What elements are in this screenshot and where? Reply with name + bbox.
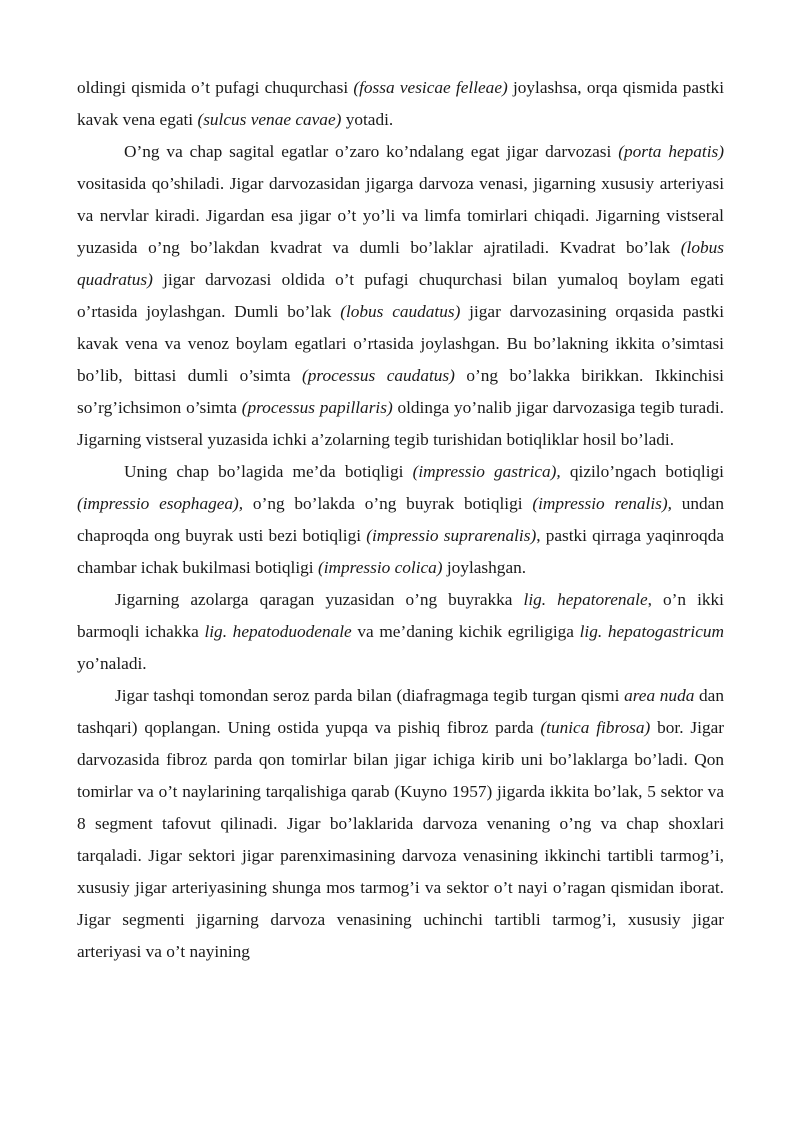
- latin-term: (impressio suprarenalis): [366, 526, 537, 545]
- latin-term: (sulcus venae cavae): [197, 110, 342, 129]
- text-run: Jigar tashqi tomondan seroz parda bilan (diafragmaga tegib turgan qismi: [115, 686, 625, 705]
- text-run: dan tashqari) qoplangan. Uning ostida yupqa va pishiq fibroz parda: [77, 686, 724, 737]
- text-run: yotadi.: [341, 110, 394, 129]
- latin-term: area nuda: [624, 686, 695, 705]
- paragraph: [77, 680, 724, 968]
- text-run: Uning chap bo’lagida me’da botiqligi: [124, 462, 413, 481]
- text-run: joylashgan.: [442, 558, 527, 577]
- text-run: jigar darvozasining orqasida pastki kavak vena va venoz boylam egatlari o’rtasida joylashgan. Bu bo’lakning ikkita o’simtasi bo’lib, bittasi dumli o’simta: [77, 302, 724, 385]
- text-run: oldingi qismida o’t pufagi chuqurchasi: [77, 78, 354, 97]
- text-run: o’ng bo’lakda o’ng buyrak botiqligi: [243, 494, 533, 513]
- latin-term: (porta hepatis): [618, 142, 724, 161]
- text-run: O’ng va chap sagital egatlar o’zaro ko’ndalang egat jigar darvozasi: [124, 142, 619, 161]
- text-run: bor. Jigar darvozasida fibroz parda qon tomirlar bilan jigar ichiga kirib uni bo’laklarga bo’ladi. Qon tomirlar va o’t naylarining tarqalishiga qarab (Kuyno 1957) jigarda ikkita bo’lak, 5 sektor va 8 segment tafovut qilinadi. Jigar bo’laklarida darvoza venaning o’ng va chap shoxlari tarqaladi. Jigar sektori jigar parenximasining darvoza venasining ikkinchi tartibli tarmog’i, xususiy jigar arteriyasining shunga mos tarmog’i va sektor o’t nayi o’ragan qismidan iborat. Jigar segmenti jigarning darvoza venasining uchinchi tartibli tarmog’i, xususiy jigar arteriyasi va o’t nayining: [77, 718, 725, 961]
- latin-term: (impressio esophagea),: [77, 494, 244, 513]
- latin-term: (impressio gastrica),: [412, 462, 561, 481]
- latin-term: lig. hepatoduodenale: [204, 622, 352, 641]
- paragraph: [77, 584, 724, 680]
- document-page: [77, 72, 724, 968]
- latin-term: (impressio renalis),: [532, 494, 672, 513]
- paragraph: [77, 136, 724, 456]
- latin-term: lig. hepatogastricum: [579, 622, 725, 641]
- text-run: oldinga yo’nalib jigar darvozasiga tegib turadi. Jigarning vistseral yuzasida ichki a’zolarning tegib turishidan botiqliklar hosil bo’ladi.: [77, 398, 724, 449]
- text-run: vositasida qo’shiladi. Jigar darvozasidan jigarga darvoza venasi, jigarning xususiy arteriyasi va nervlar kiradi. Jigardan esa jigar o’t yo’li va limfa tomirlari chiqadi. Jigarning vistseral yuzasida o’ng bo’lakdan kvadrat va dumli bo’laklar ajratiladi. Kvadrat bo’lak: [77, 174, 724, 257]
- text-run: jigar darvozasi oldida o’t pufagi chuqurchasi bilan yumaloq boylam egati o’rtasida joylashgan. Dumli bo’lak: [77, 270, 724, 321]
- text-run: undan chaproqda ong buyrak usti bezi botiqligi: [77, 494, 724, 545]
- paragraph: [77, 456, 724, 584]
- latin-term: (lobus caudatus): [340, 302, 461, 321]
- paragraph: [77, 72, 724, 136]
- text-run: , o’n ikki barmoqli ichakka: [77, 590, 724, 641]
- latin-term: (processus caudatus): [301, 366, 455, 385]
- latin-term: (impressio colica): [317, 558, 443, 577]
- latin-term: (tunica fibrosa): [540, 718, 651, 737]
- latin-term: lig. hepatorenale: [523, 590, 648, 609]
- latin-term: (processus papillaris): [241, 398, 393, 417]
- text-run: o’ng bo’lakka birikkan. Ikkinchisi so’rg’ichsimon o’simta: [77, 366, 724, 417]
- latin-term: (lobus quadratus): [77, 238, 724, 289]
- text-run: Jigarning azolarga qaragan yuzasidan o’ng buyrakka: [115, 590, 524, 609]
- text-run: qizilo’ngach botiqligi: [560, 462, 724, 481]
- latin-term: (fossa vesicae felleae): [353, 78, 508, 97]
- text-run: , pastki qirraga yaqinroqda chambar ichak bukilmasi botiqligi: [77, 526, 725, 577]
- text-run: joylashsa, orqa qismida pastki kavak vena egati: [77, 78, 724, 129]
- text-run: yo’naladi.: [77, 654, 147, 673]
- text-run: va me’daning kichik egriligiga: [351, 622, 580, 641]
